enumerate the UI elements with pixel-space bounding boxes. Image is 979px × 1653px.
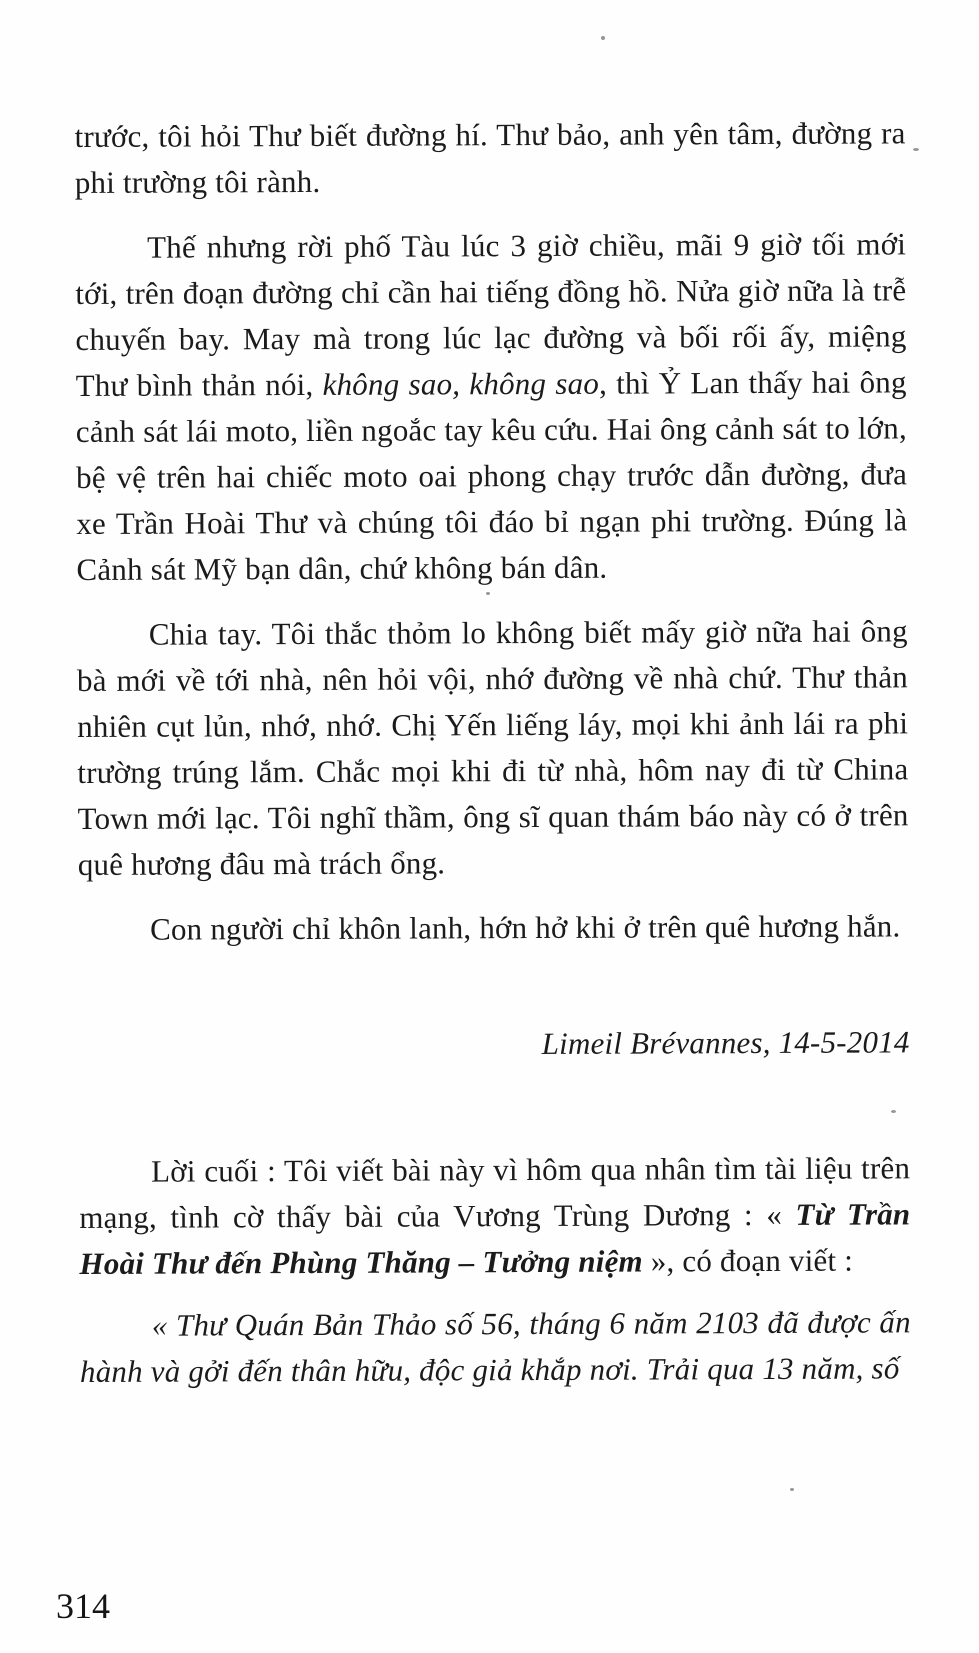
scan-speck (913, 148, 919, 151)
scan-speck (601, 36, 605, 40)
page-text (74, 0, 911, 1395)
paragraph-1: trước, tôi hỏi Thư biết đường hí. Thư bảo, anh yên tâm, đường ra phi trường tôi rành. (74, 115, 906, 200)
closing-note-text-start: Lời cuối : Tôi viết bài này vì hôm qua nhân tìm tài liệu trên mạng, tình cờ thấy bài của Vương Trùng Dương : « (79, 1150, 911, 1235)
dateline: Limeil Brévannes, 14-5-2014 (541, 1024, 910, 1061)
page-number: 314 (56, 1586, 110, 1626)
paragraph-closing-note (79, 1145, 911, 1287)
cited-article-title: Từ Trần Hoài Thư đến Phùng Thăng – Tưởng niệm (79, 1196, 911, 1281)
scan-speck (486, 592, 490, 595)
scan-speck (790, 1488, 794, 1491)
paragraph-2 (75, 221, 908, 593)
paragraph-4: Con người chỉ khôn lanh, hớn hở khi ở trên quê hương hắn. (149, 908, 901, 947)
paragraph-2-italic-phrase: không sao, không sao (322, 365, 600, 402)
scan-speck (891, 1110, 896, 1113)
quote-paragraph: « Thư Quán Bản Thảo số 56, tháng 6 năm 2103 đã được ấn hành và gởi đến thân hữu, độc giả khắp nơi. Trải qua 13 năm, số (79, 1304, 911, 1389)
paragraph-3: Chia tay. Tôi thắc thỏm lo không biết mấy giờ nữa hai ông bà mới về tới nhà, nên hỏi vội, nhớ đường về nhà chứ. Thư thản nhiên cụt lủn, nhớ, nhớ. Chị Yến liếng láy, mọi khi ảnh lái ra phi trường trúng lắm. Chắc mọi khi đi từ nhà, hôm nay đi từ China Town mới lạc. Tôi nghĩ thầm, ông sĩ quan thám báo này có ở trên quê hương đâu mà trách ổng. (76, 613, 909, 882)
paragraph-2-text-end: , thì Ỷ Lan thấy hai ông cảnh sát lái moto, liền ngoắc tay kêu cứu. Hai ông cảnh sát to lớn, bệ vệ trên hai chiếc moto oai phong chạy trước dẫn đường, đưa xe Trần Hoài Thư và chúng tôi đáo bỉ ngạn phi trường. Đúng là Cảnh sát Mỹ bạn dân, chứ không bán dân. (75, 364, 908, 587)
closing-note-text-end: », có đoạn viết : (642, 1242, 854, 1279)
paragraph-2-text-start: Thế nhưng rời phố Tàu lúc 3 giờ chiều, mãi 9 giờ tối mới tới, trên đoạn đường chỉ cần hai tiếng đồng hồ. Nửa giờ nữa là trễ chuyến bay. May mà trong lúc lạc đường và bối rối ấy, miệng Thư bình thản nói, (75, 226, 907, 403)
